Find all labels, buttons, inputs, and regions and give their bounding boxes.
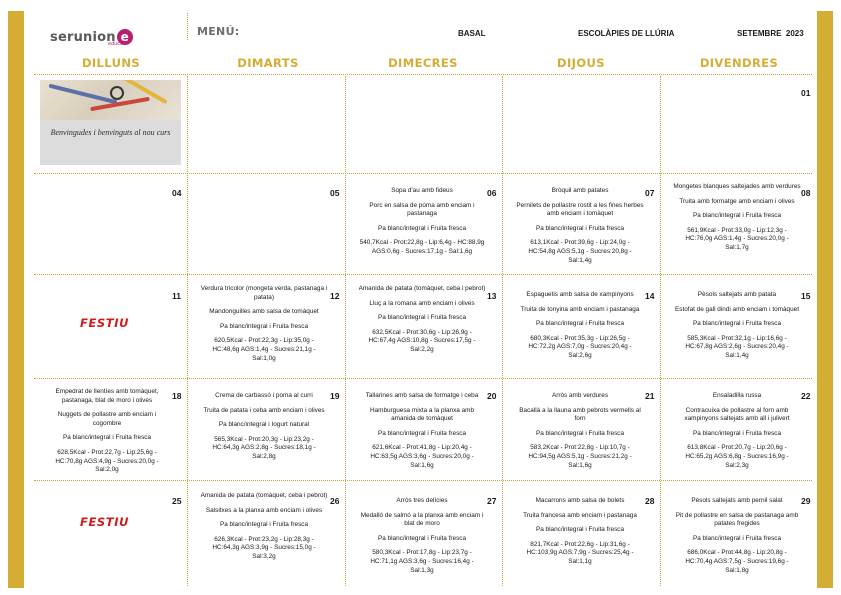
nutrition-info: 613,1Kcal - Prot:39,6g - Lip:24,0g - HC:54,8g AGS:5,1g - Sucres:20,8g - Sal:1,4g (528, 239, 632, 264)
nutrition-info: 821,7Kcal - Prot:22,6g - Lip:31,6g - HC:103,9g AGS:7,9g - Sucres:25,4g - Sal:1,1g (526, 540, 634, 565)
second-course: Pit de pollastre en salsa de pastanaga amb patates fregides (675, 511, 799, 528)
second-course: Medalló de salmó a la planxa amb enciam i blat de moro (360, 511, 484, 528)
first-course: Espaguetis amb salsa de xampinyons (526, 291, 634, 298)
menu-cell (673, 392, 801, 476)
menu-cell (516, 497, 644, 573)
bread-fruit: Pa blanc/integral i Fruita fresca (377, 429, 467, 437)
day-number: 01 (801, 88, 811, 98)
day-number: 12 (330, 291, 340, 301)
day-number: 07 (645, 188, 655, 198)
menu-cell (358, 285, 486, 361)
month: SETEMBRE (737, 29, 782, 38)
second-course: Contracuixa de pollastre al forn amb xampinyons saltejats amb all i julivert (684, 406, 790, 423)
menu-cell (200, 285, 328, 369)
second-course: Lluç a la romana amb enciam i olives (369, 299, 475, 307)
bread-fruit: Pa blanc/integral i Fruita fresca (692, 429, 782, 437)
menu-cell (516, 187, 644, 271)
column-separator (660, 76, 661, 586)
bread-fruit: Pa blanc/integral i Fruita fresca (219, 521, 309, 529)
day-number: 14 (645, 291, 655, 301)
first-course: Amanida de patata (tomàquet, ceba i pebrot) (358, 285, 486, 292)
nutrition-info: 620,5Kcal - Prot:22,3g - Lip:35,0g - HC:48,6g AGS:1,4g - Sucres:21,1g - Sal:1,0g (212, 337, 316, 362)
second-course: Truita de tonyina amb enciam i pastanaga (520, 305, 640, 313)
nutrition-info: 565,3Kcal - Prot:20,3g - Lip:23,2g - HC:64,3g AGS:2,8g - Sucres:18,1g - Sal:2,8g (212, 435, 316, 460)
menu-label: MENÚ: (197, 25, 240, 38)
second-course: Bacallà a la llauna amb pebrots vermells al forn (519, 406, 641, 423)
bread-fruit: Pa blanc/integral i Iogurt natural (218, 421, 310, 429)
day-header-thursday: DIJOUS (557, 56, 605, 70)
day-number: 19 (330, 391, 340, 401)
brand-logo (50, 27, 133, 47)
menu-cell (200, 392, 328, 468)
scissors-icon (110, 86, 124, 100)
bread-fruit: Pa blanc/integral i Fruita fresca (219, 322, 309, 330)
first-course: Arròs amb verdures (551, 392, 609, 399)
nutrition-info: 686,0Kcal - Prot:44,8g - Lip:20,8g - HC:70,4g AGS:7,5g - Sucres:19,6g - Sal:1,8g (685, 549, 789, 574)
nutrition-info: 613,8Kcal - Prot:20,7g - Lip:20,6g - HC:65,2g AGS:6,8g - Sucres:16,9g - Sal:2,3g (685, 444, 789, 469)
nutrition-info: 632,5Kcal - Prot:30,6g - Lip:26,9g - HC:67,4g AGS:10,8g - Sucres:17,5g - Sal:2,2g (368, 328, 476, 353)
right-gold-bar (817, 11, 833, 588)
menu-cell (200, 492, 328, 568)
second-course: Hamburguesa mixta a la planxa amb amanida de tomàquet (369, 406, 475, 423)
day-number: 25 (172, 496, 182, 506)
bread-fruit: Pa blanc/integral i Fruita fresca (692, 212, 782, 220)
day-header-monday: DILLUNS (81, 56, 141, 70)
day-number: 21 (645, 391, 655, 401)
menu-cell (358, 187, 486, 263)
day-number: 27 (487, 496, 497, 506)
month-year (737, 29, 804, 38)
bread-fruit: Pa blanc/integral i Fruita fresca (535, 526, 625, 534)
first-course: Pèsols saltejats amb patata (697, 291, 777, 298)
second-course: Porc en salsa de poma amb enciam i pastanaga (369, 201, 475, 218)
menu-cell (43, 388, 171, 481)
holiday-label: FESTIU (80, 515, 130, 529)
day-number: 11 (172, 291, 181, 301)
nutrition-info: 580,3Kcal - Prot:17,8g - Lip:23,7g - HC:71,1g AGS:3,6g - Sucres:16,4g - Sal:1,3g (370, 549, 474, 574)
row-separator (34, 173, 812, 174)
bread-fruit: Pa blanc/integral i Fruita fresca (535, 320, 625, 328)
day-number: 28 (645, 496, 655, 506)
second-course: Estofat de gall dindi amb enciam i tomàquet (675, 305, 799, 313)
second-course: Truita amb formatge amb enciam i olives (679, 197, 795, 205)
column-separator (502, 76, 503, 586)
second-course: Mandonguilles amb salsa de tomàquet (209, 308, 319, 316)
year: 2023 (785, 29, 804, 38)
bread-fruit: Pa blanc/integral i Fruita fresca (377, 224, 467, 232)
nutrition-info: 561,9Kcal - Prot:33,0g - Lip:12,3g - HC:76,0g AGS:1,4g - Sucres:20,0g - Sal:1,7g (685, 226, 789, 251)
bread-fruit: Pa blanc/integral i Fruita fresca (692, 534, 782, 542)
welcome-image (40, 80, 181, 165)
bread-fruit: Pa blanc/integral i Fruita fresca (62, 434, 152, 442)
day-number: 22 (801, 391, 811, 401)
day-header-friday: DIVENDRES (699, 56, 779, 70)
day-number: 29 (801, 496, 811, 506)
nutrition-info: 540,7Kcal - Prot:22,8g - Lip:6,4g - HC:88,9g AGS:0,6g - Sucres:17,1g - Sal:1,6g (359, 239, 485, 255)
nutrition-info: 680,3Kcal - Prot:35,3g - Lip:26,5g - HC:72,2g AGS:7,0g - Sucres:20,4g - Sal:2,6g (528, 334, 632, 359)
first-course: Crema de carbassó i poma al curri (215, 392, 313, 399)
nutrition-info: 626,3Kcal - Prot:23,2g - Lip:28,3g - HC:64,3g AGS:3,9g - Sucres:15,0g - Sal:3,2g (212, 535, 316, 560)
day-header-wednesday: DIMECRES (388, 56, 458, 70)
nutrition-info: 621,6Kcal - Prot:41,8g - Lip:20,4g - HC:63,5g AGS:3,6g - Sucres:20,0g - Sal:1,6g (370, 444, 474, 469)
school-supplies-illustration (40, 80, 181, 120)
day-number: 05 (330, 188, 340, 198)
first-course: Verdura tricolor (mongeta verda, pastanaga i patata) (200, 285, 328, 301)
second-course: Nuggets de pollastre amb enciam i cogombre (57, 411, 157, 427)
day-number: 20 (487, 391, 497, 401)
menu-cell (516, 291, 644, 367)
left-gold-bar (8, 11, 24, 588)
first-course: Pèsols saltejats amb pernil salat (691, 497, 783, 504)
day-number: 08 (801, 188, 811, 198)
menu-cell (358, 497, 486, 581)
row-separator (34, 74, 812, 75)
menu-type: BASAL (458, 29, 486, 38)
second-course: Salsitxes a la planxa amb enciam i olives (205, 506, 323, 514)
menu-cell (673, 291, 801, 367)
second-course: Truita de patata i ceba amb enciam i olives (203, 406, 325, 414)
first-course: Sopa d'au amb fideus (391, 187, 453, 194)
row-separator (34, 274, 812, 275)
bread-fruit: Pa blanc/integral i Fruita fresca (377, 314, 467, 322)
holiday-label: FESTIU (80, 316, 130, 330)
day-number: 18 (172, 391, 182, 401)
day-number: 13 (487, 291, 497, 301)
second-course: Truita francesa amb enciam i pastanaga (523, 511, 637, 519)
day-number: 06 (487, 188, 497, 198)
first-course: Macarrons amb salsa de bolets (535, 497, 625, 504)
brand-e-icon: e (117, 29, 133, 45)
day-number: 04 (172, 188, 182, 198)
column-separator (187, 76, 188, 586)
first-course: Bròquil amb patates (551, 187, 609, 194)
first-course: Mongetes blanques saltejades amb verdures (673, 183, 801, 190)
first-course: Amanida de patata (tomàquet, ceba i pebrot) (200, 492, 328, 499)
nutrition-info: 583,2Kcal - Prot:22,8g - Lip:10,7g - HC:94,5g AGS:5,1g - Sucres:21,2g - Sal:1,6g (528, 444, 632, 469)
menu-cell (673, 183, 801, 259)
nutrition-info: 628,5Kcal - Prot:22,7g - Lip:25,6g - HC:70,8g AGS:4,9g - Sucres:20,0g - Sal:2,0g (55, 448, 159, 474)
column-separator (345, 76, 346, 586)
first-course: Tallarines amb salsa de formatge i ceba (365, 392, 479, 399)
day-number: 15 (801, 291, 811, 301)
nutrition-info: 585,3Kcal - Prot:32,1g - Lip:16,6g - HC:67,8g AGS:2,6g - Sucres:20,4g - Sal:1,4g (685, 334, 789, 359)
first-course: Empedrat de llentíes amb tomàquet, pastanaga, blat de moro i olives (55, 388, 159, 404)
menu-cell (358, 392, 486, 476)
first-course: Arròs tres delícies (396, 497, 448, 504)
pencil-icon (49, 84, 118, 105)
school-name: ESCOLÀPIES DE LLÚRIA (578, 29, 675, 38)
bread-fruit: Pa blanc/integral i Fruita fresca (377, 534, 467, 542)
bread-fruit: Pa blanc/integral i Fruita fresca (535, 429, 625, 437)
brand-name: serunion (50, 29, 116, 45)
bread-fruit: Pa blanc/integral i Fruita fresca (692, 320, 782, 328)
brand-sub: educa (108, 41, 124, 47)
welcome-text: Benvingudes i benvinguts al nou curs (50, 128, 171, 137)
menu-cell (673, 497, 801, 581)
first-course: Ensaladilla russa (712, 392, 762, 399)
row-separator (34, 378, 812, 379)
day-header-tuesday: DIMARTS (237, 56, 299, 70)
day-number: 26 (330, 496, 340, 506)
bread-fruit: Pa blanc/integral i Fruita fresca (535, 224, 625, 232)
header-divider (187, 13, 188, 40)
second-course: Pernilets de pollastre rostit a les fines herbes amb enciam i tomàquet (516, 201, 644, 218)
menu-cell (516, 392, 644, 476)
